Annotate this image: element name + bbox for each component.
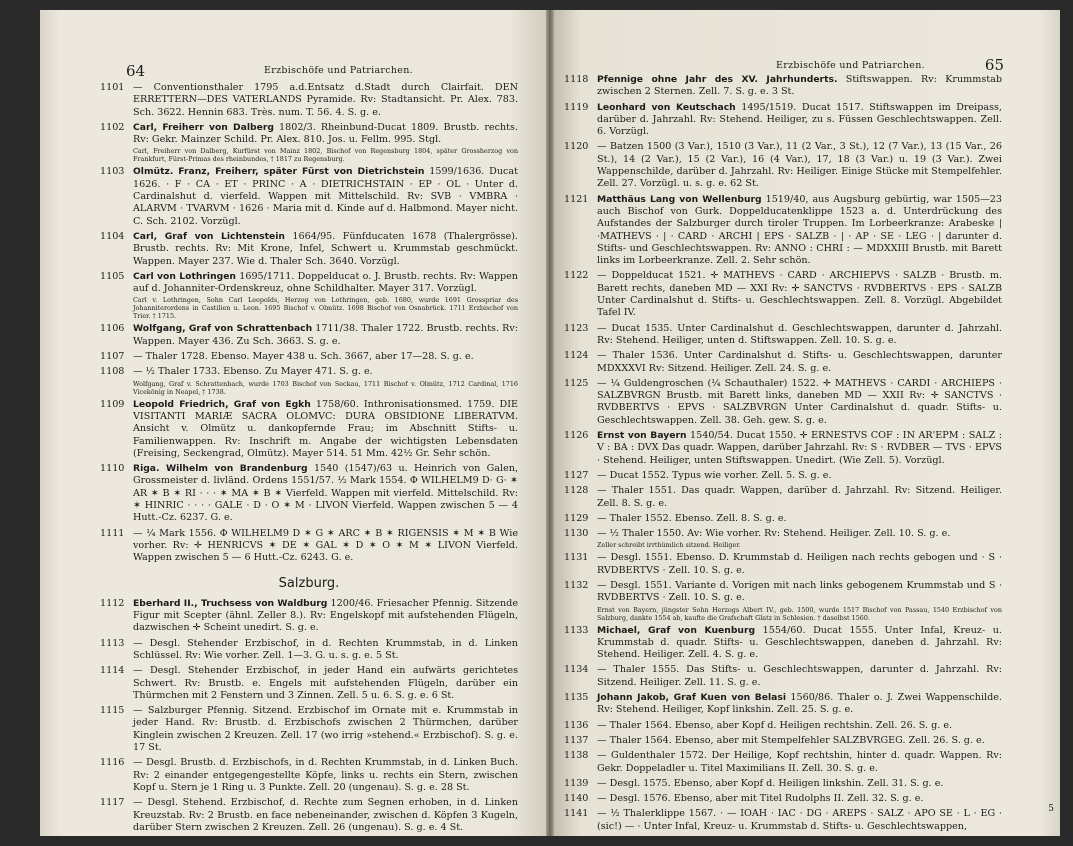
entry-text: 1599/1636. Ducat 1626. · F · CA · ET · PRINC · A · DIETRICHSTAIN · EP · OL · Unter d. Cardinalshut d. vierfeld. Wappen mit Mittelschild. Rv: SVB · VMBRA · ALARVM · TVARVM · 1626 · Maria mit d. Kinde auf d. Halbmond. Mayer nicht. C. Sch. 2102. Vorzügl. [133, 166, 519, 227]
catalog-entry [564, 270, 1002, 319]
entry-text: — Thaler 1728. Ebenso. Mayer 438 u. Sch. 3667, aber 17—28. S. g. e. [133, 351, 474, 363]
entry-text: — Thaler 1555. Das Stifts- u. Geschlechtswappen, darunter d. Jahrzahl. Rv: Sitzend. Heiliger. Zell. 11. S. g. e. [597, 664, 1002, 688]
entry-number: 1141 [564, 808, 589, 820]
entry-text: — Ducat 1552. Typus wie vorher. Zell. 5. S. g. e. [597, 469, 832, 481]
entry-number: 1121 [564, 193, 589, 205]
running-head-left: Erzbischöfe und Patriarchen. [264, 65, 413, 76]
entry-text: 1554/60. Ducat 1555. Unter Infal, Kreuz- u. Krummstab d. quadr. Stifts- u. Geschlechtswappen, daneben d. Jahrzahl. Rv: Stehend. Heiliger. Zell. 4. S. g. e. [597, 624, 1002, 661]
catalog-entry [564, 194, 1002, 268]
entry-number: 1123 [564, 322, 589, 334]
catalog-entry [564, 102, 1002, 139]
catalog-entry [564, 720, 1002, 732]
entry-text: — ¼ Guldengroschen (¼ Schauthaler) 1522. ✛ MATHEVS · CARDI · ARCHIEPS · SALZBVRGN Brustb. mit Barett links, daneben MD — XXII Rv: ✛ SANCTVS · RVDBERTVS · EPVS · SALZBVRGN Unter Cardinalshut d. quadr. Stifts- u. Geschlechtswappen. Zell. 38. Geh. gew. S. g. e. [597, 377, 1002, 426]
entry-number: 1120 [564, 141, 589, 153]
entry-text: — Doppelducat 1521. ✛ MATHEVS · CARD · ARCHIEPVS · SALZB · Brustb. m. Barett rechts, daneben MD — XXI Rv: ✛ SANCTVS · RVDBERTVS · EPS · SALZB Unter Cardinalshut d. Stifts- u. Geschlechtswappen. Zell. 8. Vorzügl. Abgebildet Tafel IV. [597, 270, 1002, 319]
entry-number: 1119 [564, 101, 589, 113]
catalog-entry [100, 166, 518, 227]
page-number-right: 65 [984, 56, 1004, 74]
catalog-entry [100, 705, 518, 754]
catalog-entry [564, 74, 1002, 99]
entry-number: 1122 [564, 270, 589, 282]
catalog-entry [564, 692, 1002, 717]
entry-text: 1560/86. Thaler o. J. Zwei Wappenschilde. Rv: Stehend. Heiliger, Kopf linkshin. Zell. 25. S. g. e. [597, 692, 1002, 716]
catalog-entry [100, 399, 518, 460]
catalog-entry [100, 757, 518, 794]
entry-number: 1136 [564, 719, 589, 731]
book-spread [40, 10, 1060, 836]
catalog-entry [564, 580, 1002, 622]
entry-text: — Batzen 1500 (3 Var.), 1510 (3 Var.), 11 (2 Var., 3 St.), 12 (7 Var.), 13 (15 Var., 26 St.), 14 (2 Var.), 15 (2 Var.), 16 (4 Var.), 17, 18 (3 Var.) u. 19 (3 Var.). Zwei Wappenschilde, darüber d. Jahrzahl. Rv: Heiliger. Einige Stücke mit Stempelfehler. Zell. 27. Vorzügl. u. s. g. e. 62 St. [597, 141, 1002, 190]
entry-text: — Thaler 1564. Ebenso, aber mit Stempelfehler SALZBVRGEG. Zell. 26. S. g. e. [597, 734, 985, 746]
entry-footnote: Zeller schreibt irrthümlich sitzend. Heiliger. [597, 541, 741, 550]
entry-text: 1695/1711. Doppelducat o. J. Brustb. rechts. Rv: Wappen auf d. Johanniter-Ordenskreuz, ohne Schildhalter. Mayer 317. Vorzügl. [133, 270, 518, 295]
entry-number: 1110 [100, 463, 125, 475]
catalog-entry [564, 750, 1002, 775]
entry-heading: Ernst von Bayern [597, 430, 687, 442]
entry-text: — Thaler 1536. Unter Cardinalshut d. Stifts- u. Geschlechtswappen, darunter MDXXXVI Rv: Sitzend. Heiliger. Zell. 24. S. g. e. [597, 350, 1002, 374]
entry-text: — ¼ Mark 1556. Φ WILHELM9 D ✶ G ✶ ARC ✶ B ✶ RIGENSIS ✶ M ✶ B Wie vorher. Rv: ✛ HENRICVS ✶ DE ✶ GAL ✶ D ✶ O ✶ M ✶ LIVON Vierfeld. Wappen zwischen 5 — 6 Hutt.-Cz. 6243. G. e. [133, 527, 518, 564]
entry-number: 1137 [564, 734, 589, 746]
entry-text: — ½ Thaler 1733. Ebenso. Zu Mayer 471. S. g. e. [133, 366, 373, 378]
entry-number: 1133 [564, 624, 589, 636]
catalog-entry [564, 485, 1002, 510]
entry-text: — ½ Thaler 1550. Av: Wie vorher. Rv: Stehend. Heiliger. Zell. 10. S. g. e. [597, 528, 951, 540]
entry-heading: Pfennige ohne Jahr des XV. Jahrhunderts. [597, 74, 838, 85]
entry-footnote: Wolfgang, Graf v. Schrattenbach, wurde 1703 Bischof von Seckau, 1711 Bischof v. Olmütz, 1712 Cardinal, 1716 Vicekönig in Neapel, † 1738. [133, 379, 518, 396]
entry-text: — Desgl. Brustb. d. Erzbischofs, in d. Rechten Krummstab, in d. Linken Buch. Rv: 2 einander entgegengestellte Köpfe, links u. rechts ein Stern, zwischen Kopf u. Stern je 1 Ring u. 3 Punkte. Zell. 20 (ungenau). S. g. e. 28 St. [133, 757, 518, 793]
entry-number: 1117 [100, 797, 125, 809]
catalog-entry [100, 528, 518, 565]
entry-text: — Thaler 1551. Das quadr. Wappen, darüber d. Jahrzahl. Rv: Sitzend. Heiliger. Zell. 8. S. g. e. [597, 485, 1002, 509]
entry-number: 1113 [100, 637, 125, 649]
entry-number: 1132 [564, 579, 589, 591]
entry-text: 1540/54. Ducat 1550. ✛ ERNESTVS COF : IN AR'EPM : SALZ : V : BA : DVX Das quadr. Wappen, darüber Jahrzahl. Rv: S · RVDBER — TVS · EPVS · Stehend. Heiliger, unten Stiftswappen. Unedirt. (Wie Zell. 5). Vorzügl. [597, 430, 1002, 466]
entry-heading: Matthäus Lang von Wellenburg [597, 193, 762, 205]
catalog-entry [100, 366, 518, 395]
section-heading: Salzburg. [278, 575, 340, 591]
entry-heading: Eberhard II., Truchsess von Waldburg [133, 597, 328, 609]
entry-text: 1540 (1547)/63 u. Heinrich von Galen, Grossmeister d. livländ. Ordens 1551/57. ½ Mark 1554. Φ WILHELM9 D· G· ✶ AR ✶ B ✶ RI · · · ✶ MA ✶ B ✶ Vierfeld. Wappen mit vierfeld. Mittelschild. Rv: ✶ HINRIC · · · · GALE · D · O ✶ M · LIVON Vierfeld. Wappen zwischen 5 — 4 Hutt.-Cz. 6237. G. e. [133, 463, 519, 524]
entry-text: — Guldenthaler 1572. Der Heilige, Kopf rechtshin, hinter d. quadr. Wappen. Rv: Gekr. Doppeladler u. Titel Maximilians II. Zell. 30. S. g. e. [597, 750, 1002, 774]
catalog-entry [100, 231, 518, 268]
entry-footnote: Carl, Freiherr von Dalberg, Kurfürst von Mainz 1802, Bischof von Regensburg 1804, später Grossherzog von Frankfurt, Fürst-Primas des rheinbundes, † 1817 zu Regensburg. [133, 147, 518, 164]
entry-text: 1495/1519. Ducat 1517. Stiftswappen im Dreipass, darüber d. Jahrzahl. Rv: Stehend. Heiliger, zu s. Füssen Geschlechtswappen. Zell. 6. Vorzügl. [597, 101, 1002, 138]
left-column [100, 82, 518, 836]
entry-text: — Desgl. 1551. Variante d. Vorigen mit nach links gebogenem Krummstab und S · RVDBERTVS · Zell. 10. S. g. e. [597, 579, 1002, 604]
entry-number: 1111 [100, 527, 125, 539]
catalog-entry [564, 350, 1002, 375]
catalog-entry [564, 141, 1002, 190]
entry-heading: Carl, Freiherr von Dalberg [133, 121, 274, 133]
catalog-entry [100, 82, 518, 119]
entry-text: Stiftswappen. Rv: Krummstab zwischen 2 Sternen. Zell. 7. S. g. e. 3 St. [597, 74, 1002, 98]
entry-heading: Riga. Wilhelm von Brandenburg [133, 463, 308, 475]
catalog-entry [100, 323, 518, 348]
entry-number: 1101 [100, 82, 125, 93]
catalog-entry [564, 430, 1002, 467]
entry-text: — Conventionsthaler 1795 a.d.Entsatz d.Stadt durch Clairfait. DEN ERRETTERN—DES VATERLANDS Pyramide. Rv: Stadtansicht. Pr. Alex. 783. Sch. 3622. Hennin 683. Très. num. T. 56. 4. S. g. e. [133, 82, 518, 118]
entry-heading: Johann Jakob, Graf Kuen von Belasi [597, 692, 786, 704]
entry-number: 1129 [564, 512, 589, 524]
entry-text: 1519/40, aus Augsburg gebürtig, war 1505—23 auch Bischof von Gurk. Doppelducatenklippe 1523 a. d. Unterdrückung des Aufstandes der Salzburger durch tiroler Truppen. Im Lorbeerkranze: Arabeske | ·MATHEVS · | · CARD · ARCHI | EPS · SALZB · | · AP · SE · LEG · | darunter d. Stifts- und Geschlechtswappen. Rv: ANNO : CHRI : — MDXXIII Brustb. mit Barett links im Lorbeerkranze. Zell. 2. Sehr schön. [597, 193, 1002, 267]
entry-text: — Thaler 1552. Ebenso. Zell. 8. S. g. e. [597, 512, 787, 524]
entry-number: 1107 [100, 351, 125, 363]
entry-text: — Ducat 1535. Unter Cardinalshut d. Geschlechtswappen, darunter d. Jahrzahl. Rv: Stehend. Heiliger, unten d. Stiftswappen. Zell. 10. S. g. e. [597, 322, 1002, 346]
catalog-entry [100, 122, 518, 164]
entry-heading: Leopold Friedrich, Graf von Egkh [133, 398, 311, 410]
entry-heading: Carl, Graf von Lichtenstein [133, 230, 285, 242]
entry-number: 1127 [564, 469, 589, 481]
entry-number: 1125 [564, 377, 589, 389]
entry-text: — Thaler 1564. Ebenso, aber Kopf d. Heiligen rechtshin. Zell. 26. S. g. e. [597, 719, 953, 731]
entry-number: 1128 [564, 485, 589, 497]
entry-number: 1114 [100, 665, 125, 677]
entry-number: 1118 [564, 74, 589, 85]
entry-text: — Desgl. Stehender Erzbischof, in jeder Hand ein aufwärts gerichtetes Schwert. Rv: Brustb. e. Engels mit aufstehenden Flügeln, darüber ein Thürmchen mit 2 Fenstern und 3 Zinnen. Zell. 5 u. 6. S. g. e. 6 St. [133, 665, 518, 701]
entry-text: — Salzburger Pfennig. Sitzend. Erzbischof im Ornate mit e. Krummstab in jeder Hand. Rv: Brustb. d. Erzbischofs zwischen 2 Thürmchen, darüber Kinglein zwischen 2 Kreuzen. Zell. 17 (wo irrig »stehend.« Erzbischof). S. g. e. 17 St. [133, 705, 518, 754]
catalog-entry [100, 665, 518, 702]
entry-text: — Desgl. 1551. Ebenso. D. Krummstab d. Heiligen nach rechts gebogen und · S · RVDBERTVS · Zell. 10. S. g. e. [597, 552, 1002, 576]
entry-text: 1664/95. Fünfducaten 1678 (Thalergrösse). Brustb. rechts. Rv: Mit Krone, Infel, Schwert u. Krummstab geschmückt. Wappen. Mayer 237. Wie d. Thaler Sch. 3640. Vorzügl. [133, 230, 518, 267]
catalog-entry [564, 552, 1002, 577]
left-page [40, 10, 550, 836]
entry-heading: Wolfgang, Graf von Schrattenbach [133, 323, 313, 335]
catalog-entry [100, 797, 518, 834]
entry-text: — Desgl. Stehend. Erzbischof, d. Rechte zum Segnen erhoben, in d. Linken Kreuzstab. Rv: 2 Brustb. en face nebeneinander, zwischen d. Köpfen 3 Kugeln, darüber Stern zwischen 2 Kreuzen. Zell. 26 (ungenau). S. g. e. 4 St. [133, 797, 518, 833]
right-column [564, 74, 1002, 836]
entry-number: 1103 [100, 166, 125, 178]
entry-text: — Desgl. Stehender Erzbischof, in d. Rechten Krummstab, in d. Linken Schlüssel. Rv: Wie vorher. Zell. 1—3. G. u. s. g. e. 5 St. [133, 637, 518, 661]
catalog-entry [564, 323, 1002, 348]
catalog-entry [100, 463, 518, 524]
entry-heading: Leonhard von Keutschach [597, 101, 736, 113]
catalog-entry [564, 378, 1002, 427]
catalog-entry [100, 351, 518, 363]
entry-number: 1130 [564, 528, 589, 540]
entry-heading: Michael, Graf von Kuenburg [597, 624, 756, 636]
entry-text: — Desgl. 1575. Ebenso, aber Kopf d. Heiligen linkshin. Zell. 31. S. g. e. [597, 777, 944, 789]
catalog-entry [100, 271, 518, 321]
entry-number: 1134 [564, 664, 589, 676]
entry-number: 1135 [564, 692, 589, 704]
entry-number: 1115 [100, 705, 125, 717]
catalog-entry [564, 664, 1002, 689]
entry-number: 1124 [564, 350, 589, 362]
entry-number: 1105 [100, 270, 125, 282]
entry-text: — Desgl. 1576. Ebenso, aber mit Titel Rudolphs II. Zell. 32. S. g. e. [597, 793, 924, 805]
catalog-entry [564, 778, 1002, 790]
entry-number: 1126 [564, 430, 589, 442]
catalog-entry [564, 793, 1002, 805]
entry-text: 1758/60. Inthronisationsmed. 1759. DIE VISITANTI MARIÆ SACRA OLOMVC: DURA OBSIDIONE LIBERATVM. Ansicht v. Olmütz u. dankopfernde Frau; im Abschnitt Stifts- u. Familienwappen. Rv: Inschrift m. Angabe der wichtigsten Lebensdaten (Freising, Seckengrad, Olmütz). Mayer 514. 51 Mm. 42½ Gr. Sehr schön. [133, 398, 518, 459]
entry-heading: Carl von Lothringen [133, 270, 236, 282]
entry-number: 1131 [564, 552, 589, 564]
catalog-entry [564, 528, 1002, 549]
entry-number: 1116 [100, 757, 125, 769]
entry-text: 1802/3. Rheinbund-Ducat 1809. Brustb. rechts. Rv: Gekr. Mainzer Schild. Pr. Alex. 810. Jos. u. Fellm. 995. Stgl. [133, 121, 518, 146]
entry-number: 1102 [100, 121, 125, 133]
entry-heading: Olmütz. Franz, Freiherr, später Fürst von Dietrichstein [133, 166, 425, 178]
entry-number: 1140 [564, 793, 589, 805]
catalog-entry [564, 808, 1002, 833]
catalog-entry [564, 735, 1002, 747]
entry-number: 1109 [100, 398, 125, 410]
entry-text: 1200/46. Friesacher Pfennig. Sitzende Figur mit Scepter (ähnl. Zeller 8.). Rv: Engelskopf mit aufstehenden Flügeln, dazwischen ✛ Scheint unedirt. S. g. e. [133, 597, 518, 634]
page-number-left: 64 [126, 62, 146, 80]
entry-number: 1106 [100, 323, 125, 335]
entry-text: 1711/38. Thaler 1722. Brustb. rechts. Rv: Wappen. Mayer 436. Zu Sch. 3663. S. g. e. [133, 323, 518, 347]
entry-number: 1108 [100, 366, 125, 378]
entry-footnote: Carl v. Lothringen, Sohn Carl Leopolds, Herzog von Lothringen, geb. 1680, wurde 1691 Grosspriar des Johanniterordens in Castilien u. Leon. 1695 Bischof v. Olmütz. 1698 Bischof von Osnabrück. 1711 Erzbischof von Trier. † 1715. [133, 296, 518, 321]
right-page [550, 10, 1060, 836]
entry-number: 1138 [564, 750, 589, 762]
catalog-entry [100, 598, 518, 635]
catalog-entry [564, 513, 1002, 525]
running-head-right: Erzbischöfe und Patriarchen. [776, 60, 925, 71]
catalog-entry [100, 638, 518, 663]
entry-footnote: Ernst von Bayern, jüngster Sohn Herzogs Albert IV., geb. 1500, wurde 1517 Bischof von Passau, 1540 Erzbischof von Salzburg, dankte 1554 ab, kaufte die Grafschaft Glatz in Schlesien. † daselbst 1560. [597, 605, 1002, 622]
entry-number: 1112 [100, 597, 125, 609]
book-gutter [546, 10, 554, 836]
signature-mark: 5 [1048, 804, 1054, 814]
catalog-entry [564, 625, 1002, 662]
catalog-entry [564, 470, 1002, 482]
entry-text: — ½ Thalerklippe 1567. · — IOAH · IAC · DG · AREPS · SALZ · APO SE · L · EG · (sic!) — · Unter Infal, Kreuz- u. Krummstab d. Stifts- u. Geschlechtswappen, [597, 808, 1002, 832]
entry-number: 1139 [564, 777, 589, 789]
entry-number: 1104 [100, 230, 125, 242]
